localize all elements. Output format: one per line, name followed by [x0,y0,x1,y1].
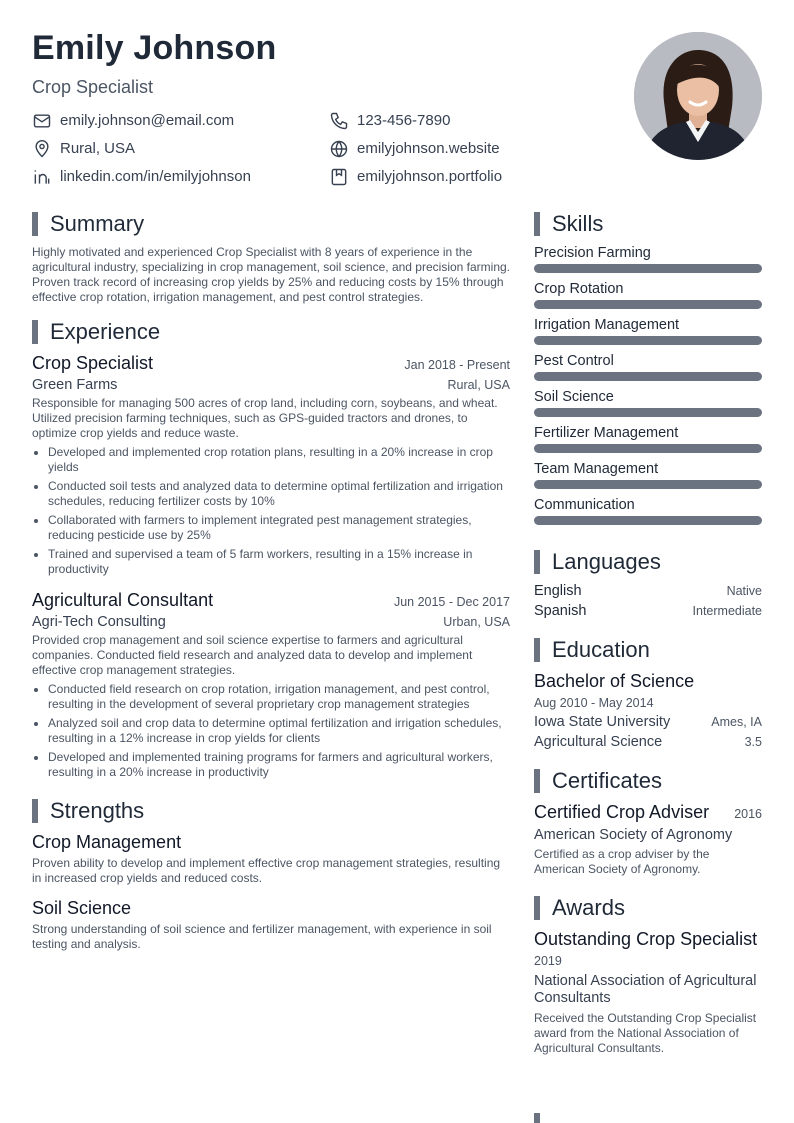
resume-header [32,30,552,187]
summary-text: Highly motivated and experienced Crop Specialist with 8 years of experience in the agricultural industry, specializing in crop management, soil science, and precision farming. Proven track record of increasing crop yields by 25% and reducing costs by 15% through effective crop rotation, irrigation management, and pest control strategies. [32,245,511,304]
skill-name: Precision Farming [534,245,651,261]
language-name: English [534,583,582,599]
left-column [32,211,510,952]
job-title: Crop Specialist [32,353,154,373]
skill-level-fill [534,300,762,309]
job-bullet: • Developed and implemented training programs for farmers and agricultural workers, resulting in a 20% increase in productivity [48,750,510,780]
education-title: Education [552,637,650,662]
profile-photo [634,32,762,160]
awards-title: Awards [552,895,625,920]
job-entry [32,590,510,780]
certificate-issuer: American Society of Agronomy [534,827,733,843]
skill-level-bar [534,264,762,273]
skill-level-fill [534,444,762,453]
contact-website[interactable] [329,138,549,159]
summary-heading [32,211,510,237]
skill-name: Pest Control [534,353,614,369]
strength-text: Proven ability to develop and implement effective crop management strategies, resulting in increased crop yields and reduced costs. [32,856,501,885]
skill-level-fill [534,264,762,273]
skill-level-bar [534,372,762,381]
skill-level-fill [534,480,762,489]
field-row [534,734,762,750]
job-bullet: • Developed and implemented crop rotation plans, resulting in a 20% increase in crop yields [48,445,510,475]
school-name: Iowa State University [534,714,671,730]
school-location: Ames, IA [711,715,762,729]
strength-title: Crop Management [32,832,182,852]
email-text: emily.johnson@email.com [60,112,235,130]
section-bar [32,799,38,823]
job-bullet: • Trained and supervised a team of 5 farm workers, resulting in a 15% increase in productivity [48,547,510,577]
job-company: Green Farms [32,377,118,393]
skill-level-fill [534,516,762,525]
skill-name: Team Management [534,461,659,477]
skill-level-bar [534,516,762,525]
award-year: 2019 [534,954,562,968]
section-bar [534,638,540,662]
language-level: Native [726,584,762,598]
strength-text: Strong understanding of soil science and fertilizer management, with experience in soil testing and analysis. [32,922,492,951]
section-bar [534,212,540,236]
candidate-role: Crop Specialist [32,77,154,98]
location-text: Rural, USA [60,140,136,158]
job-entry [32,353,510,577]
globe-icon [329,139,349,159]
skill-name: Irrigation Management [534,317,680,333]
skill-level-bar [534,408,762,417]
language-level: Intermediate [692,604,762,618]
contact-list [32,110,552,187]
job-dates: Jan 2018 - Present [404,358,510,372]
section-bar [32,212,38,236]
section-bar [534,769,540,793]
awards-heading [534,895,762,921]
portfolio-text: emilyjohnson.portfolio [357,168,503,186]
envelope-icon [32,111,52,131]
strengths-heading [32,798,510,824]
job-bullet: • Collaborated with farmers to implement integrated pest management strategies, reducing pesticide use by 25% [48,513,510,543]
contact-linkedin[interactable] [32,166,329,187]
experience-heading [32,319,510,345]
field-of-study: Agricultural Science [534,734,663,750]
job-company: Agri-Tech Consulting [32,614,166,630]
job-title: Agricultural Consultant [32,590,214,610]
website-text: emilyjohnson.website [357,140,500,158]
degree: Bachelor of Science [534,671,695,691]
job-location: Urban, USA [443,615,510,629]
section-bar [32,320,38,344]
candidate-name: Emily Johnson [32,29,277,67]
page-marker [534,1113,540,1123]
phone-text: 123-456-7890 [357,112,451,130]
certificate-name: Certified Crop Adviser [534,802,710,822]
job-description: Responsible for managing 500 acres of crop land, including corn, soybeans, and wheat. Utilized precision farming techniques, such as GPS-guided tractors and drones, to optimize crop yields and reduce waste. [32,396,498,440]
right-column [534,211,762,1056]
job-bullet: • Analyzed soil and crop data to determine optimal fertilization and irrigation schedules, resulting in a 12% increase in crop yields for clients [48,716,510,746]
language-name: Spanish [534,603,587,619]
summary-title: Summary [50,211,145,236]
contact-phone[interactable] [329,110,549,131]
certificate-description: Certified as a crop adviser by the American Society of Agronomy. [534,847,710,876]
strength-item [32,898,510,952]
job-description: Provided crop management and soil science expertise to farmers and agricultural companies. Conducted field research and analyzed data to develop and implement effective crop management strategies. [32,633,473,677]
skill-name: Crop Rotation [534,281,624,297]
award-description: Received the Outstanding Crop Specialist award from the National Association of Agricultural Consultants. [534,1011,757,1055]
skill-level-bar [534,336,762,345]
strength-item [32,832,510,886]
language-row [534,583,762,599]
skills-list [534,245,762,533]
contact-portfolio[interactable] [329,166,549,187]
bookmark-icon [329,167,349,187]
contact-email[interactable] [32,110,329,131]
job-location: Rural, USA [447,378,510,392]
school-row [534,714,762,730]
skill-level-fill [534,408,762,417]
skills-title: Skills [552,211,604,236]
skill-name: Soil Science [534,389,614,405]
strengths-title: Strengths [50,798,145,823]
job-dates: Jun 2015 - Dec 2017 [393,595,510,609]
education-heading [534,637,762,663]
experience-title: Experience [50,319,161,344]
languages-title: Languages [552,549,661,574]
section-bar [534,896,540,920]
strength-title: Soil Science [32,898,132,918]
linkedin-icon [32,167,52,187]
skills-heading [534,211,762,237]
certificate-row [534,802,762,823]
languages-heading [534,549,762,575]
gpa: 3.5 [744,735,762,749]
job-bullets [32,445,510,577]
job-bullet: • Conducted soil tests and analyzed data to determine optimal fertilization and irrigation schedules, reducing fertilizer costs by 10% [48,479,510,509]
person-portrait-icon [634,32,762,160]
contact-location [32,138,329,159]
skill-name: Fertilizer Management [534,425,679,441]
award-name: Outstanding Crop Specialist [534,929,758,949]
education-dates: Aug 2010 - May 2014 [534,696,654,710]
certificate-year: 2016 [734,807,762,821]
section-bar [534,550,540,574]
skill-name: Communication [534,497,635,513]
certificates-heading [534,768,762,794]
job-bullet: • Conducted field research on crop rotation, irrigation management, and pest control, resulting in the development of several proprietary crop management strategies [48,682,510,712]
skill-level-fill [534,372,762,381]
skill-level-bar [534,444,762,453]
language-row [534,603,762,619]
skill-level-fill [534,336,762,345]
certificates-title: Certificates [552,768,663,793]
map-pin-icon [32,139,52,159]
skill-level-bar [534,480,762,489]
phone-icon [329,111,349,131]
skill-level-bar [534,300,762,309]
award-issuer: National Association of Agricultural Consultants [534,973,757,1006]
job-bullets [32,682,510,780]
linkedin-text: linkedin.com/in/emilyjohnson [60,168,251,186]
